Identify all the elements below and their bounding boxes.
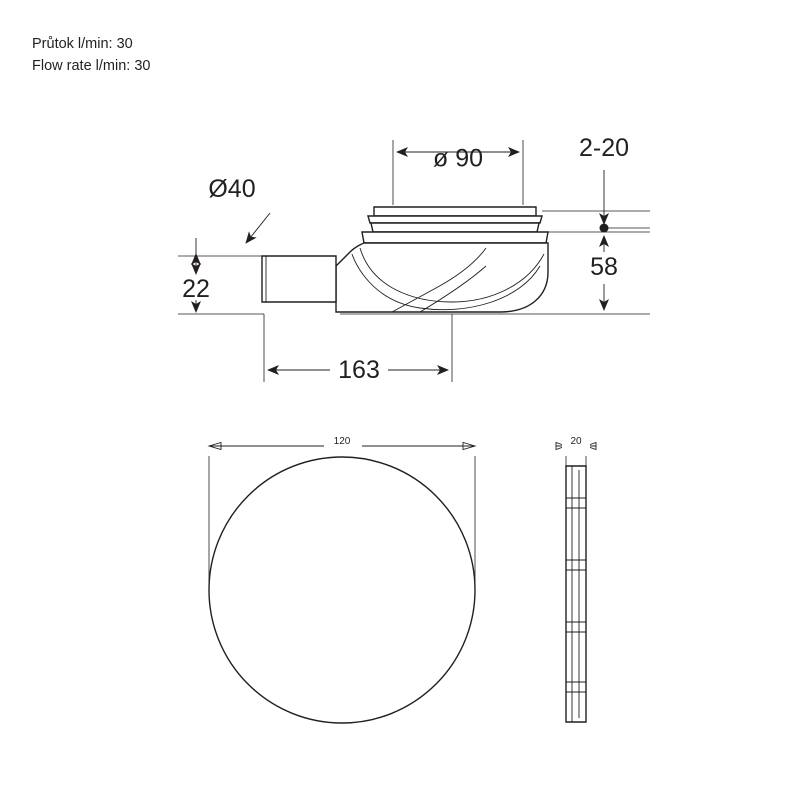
dimension-22	[178, 238, 264, 314]
dimension-163	[264, 314, 452, 384]
dimension-dia-90	[393, 140, 523, 205]
dimension-label-22: 22	[182, 275, 210, 303]
dimension-2-20	[542, 134, 650, 228]
flow-rate-note-cs: Průtok l/min: 30	[32, 36, 133, 52]
dimension-label-163: 163	[338, 356, 380, 384]
cover-plan-view	[209, 432, 475, 723]
dimension-label-dia-40: Ø40	[208, 175, 256, 203]
dimension-label-20: 20	[570, 436, 582, 447]
flow-rate-note-en: Flow rate l/min: 30	[32, 58, 151, 74]
dimension-label-120: 120	[333, 436, 351, 447]
dimension-label-dia-90: ø 90	[432, 144, 484, 173]
drain-body-outline	[262, 207, 609, 312]
cover-side-view	[556, 432, 596, 722]
side-section-view	[178, 134, 650, 384]
dimension-dia-40	[208, 175, 270, 243]
dimension-label-2-20: 2-20	[578, 134, 630, 162]
dimension-label-58: 58	[590, 253, 618, 281]
